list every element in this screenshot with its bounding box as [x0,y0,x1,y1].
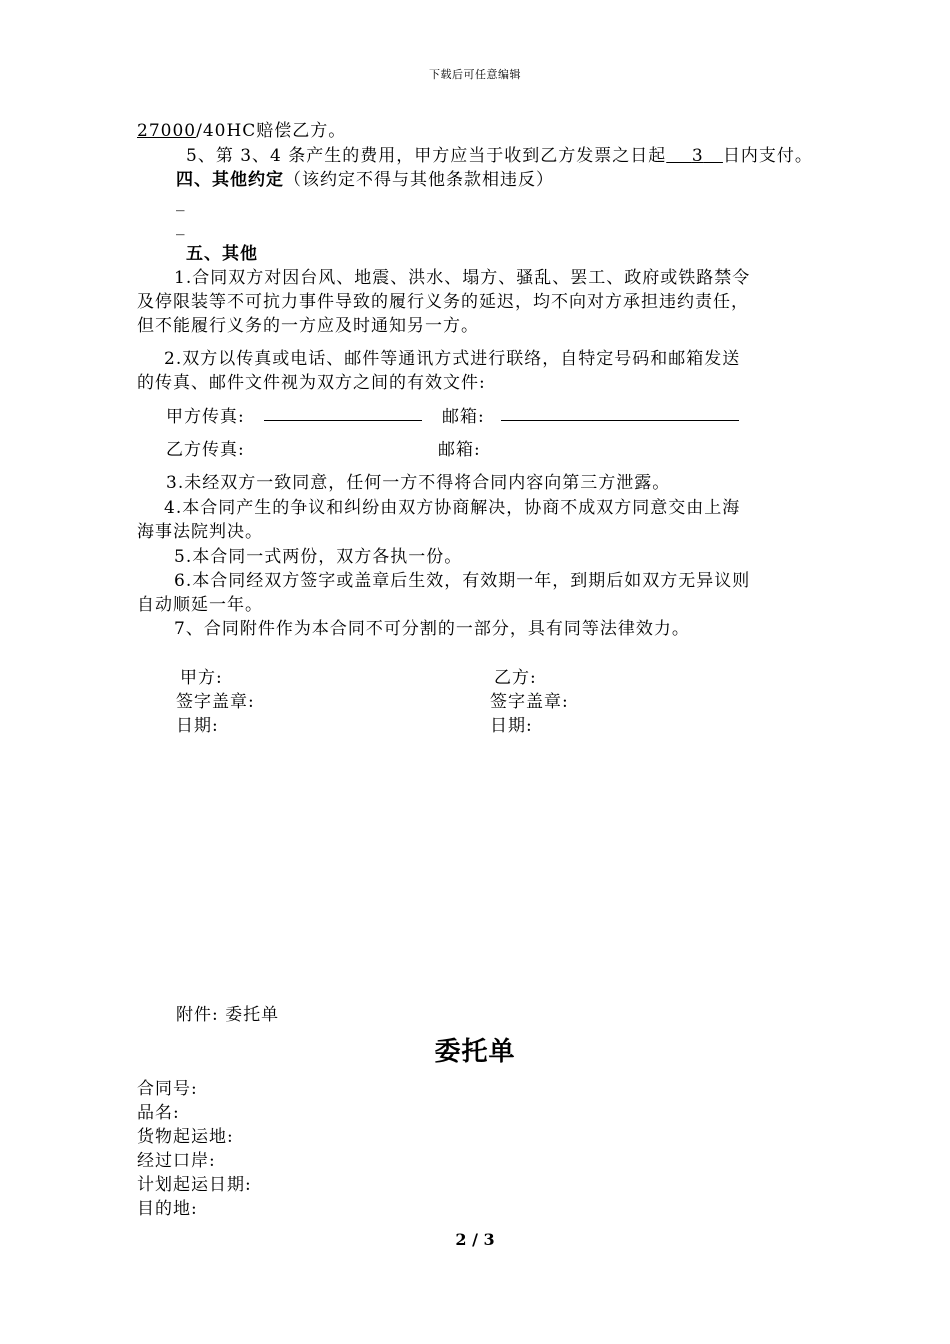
page-number: 2 / 3 [455,1230,495,1249]
sign-a-date: 日期: [176,716,219,736]
item-6-line-1: 6.本合同经双方签字或盖章后生效，有效期一年，到期后如双方无异议则 [174,571,751,591]
form-title: 委托单 [434,1037,516,1067]
clause-5-text: 5、第 3、4 条产生的费用，甲方应当于收到乙方发票之日起 [186,146,667,166]
item-2-line-1: 2.双方以传真或电话、邮件等通讯方式进行联络，自特定号码和邮箱发送 [164,349,741,369]
attachment-note: 附件: 委托单 [176,1005,280,1025]
form-field-departure-date: 计划起运日期: [137,1175,252,1195]
item-4-line-2: 海事法院判决。 [137,522,263,542]
form-field-destination: 目的地: [137,1199,198,1219]
item-3: 3.未经双方一致同意，任何一方不得将合同内容向第三方泄露。 [166,473,671,493]
clause-5-end: 日内支付。 [722,146,813,166]
item-5: 5.本合同一式两份，双方各执一份。 [174,547,463,567]
item-2-line-2: 的传真、邮件文件视为双方之间的有效文件: [137,373,486,393]
item-4-line-1: 4.本合同产生的争议和纠纷由双方协商解决，协商不成双方同意交由上海 [164,498,741,518]
compensation-text: /40HC赔偿乙方。 [196,121,347,141]
party-b-fax-label: 乙方传真: [166,440,245,460]
sign-b-date: 日期: [490,716,533,736]
clause-5 [186,141,813,166]
sign-a-seal: 签字盖章: [176,692,255,712]
sign-b-seal: 签字盖章: [490,692,569,712]
party-a-email-field[interactable] [501,420,739,421]
sign-a-party: 甲方: [180,668,223,688]
section-5-title: 五、其他 [186,244,258,264]
party-b-email-label: 邮箱: [438,440,481,460]
item-6-line-2: 自动顺延一年。 [137,595,263,615]
blank-line-2: _ [176,216,186,236]
form-field-product: 品名: [137,1103,180,1123]
form-field-origin: 货物起运地: [137,1127,234,1147]
compensation-line [137,116,346,141]
clause-5-days: 3 [691,146,704,166]
form-field-contract-no: 合同号: [137,1079,198,1099]
party-a-fax-field[interactable] [264,420,422,421]
party-a-fax-label: 甲方传真: [166,407,245,427]
item-1-line-3: 但不能履行义务的一方应及时通知另一方。 [137,316,479,336]
blank-line-1: _ [176,192,186,212]
section-4-heading [176,165,554,190]
item-1-line-2: 及停限装等不可抗力事件导致的履行义务的延迟，均不向对方承担违约责任， [137,292,749,312]
item-7: 7、合同附件作为本合同不可分割的一部分，具有同等法律效力。 [174,619,690,639]
page-header: 下载后可任意编辑 [429,68,521,81]
section-4-title: 四、其他约定 [176,170,284,190]
sign-b-party: 乙方: [494,668,537,688]
item-1-line-1: 1.合同双方对因台风、地震、洪水、塌方、骚乱、罢工、政府或铁路禁令 [174,268,751,288]
section-4-note: （该约定不得与其他条款相违反） [284,170,554,190]
party-a-email-label: 邮箱: [442,407,485,427]
compensation-amount: 27000 [137,121,197,141]
form-field-port: 经过口岸: [137,1151,216,1171]
